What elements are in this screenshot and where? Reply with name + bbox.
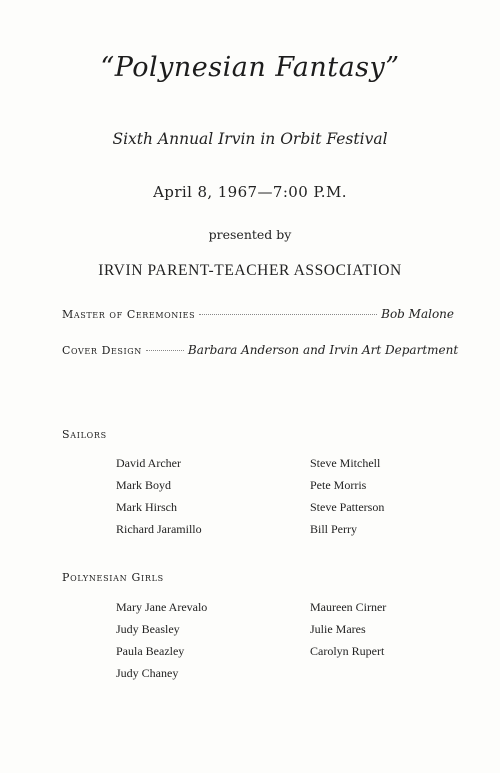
cast-name: Maureen Cirner (310, 600, 387, 614)
program-title: “Polynesian Fantasy” (100, 52, 400, 83)
cast-name: Carolyn Rupert (310, 644, 385, 658)
polynesian-girls-left-column (116, 596, 207, 684)
sailors-right-column (310, 452, 384, 540)
cast-name: Paula Beazley (116, 644, 185, 658)
credit-role: Cover Design (62, 344, 142, 357)
cast-name: David Archer (116, 456, 181, 470)
section-heading-sailors: Sailors (62, 428, 107, 441)
cast-name: Steve Patterson (310, 500, 385, 514)
leader-dots (146, 349, 184, 351)
cast-name: Judy Beasley (116, 622, 180, 636)
section-heading-polynesian-girls: Polynesian Girls (62, 571, 164, 584)
cast-name: Mary Jane Arevalo (116, 600, 208, 614)
festival-subtitle: Sixth Annual Irvin in Orbit Festival (112, 130, 388, 148)
cast-name: Mark Boyd (116, 478, 171, 492)
cast-name: Pete Morris (310, 478, 367, 492)
credit-name: Bob Malone (381, 307, 454, 321)
cast-name: Bill Perry (310, 522, 357, 536)
organization-name: IRVIN PARENT-TEACHER ASSOCIATION (98, 262, 402, 279)
cast-name: Julie Mares (310, 622, 366, 636)
sailors-left-column (116, 452, 202, 540)
presented-by-label: presented by (208, 227, 292, 242)
cast-name: Steve Mitchell (310, 456, 381, 470)
credit-cover-design (62, 343, 459, 361)
leader-dots (199, 313, 377, 315)
credit-master-of-ceremonies (62, 307, 454, 325)
event-date: April 8, 1967—7:00 P.M. (153, 183, 347, 201)
polynesian-girls-right-column (310, 596, 386, 662)
cast-name: Richard Jaramillo (116, 522, 202, 536)
credit-name: Barbara Anderson and Irvin Art Department (187, 343, 459, 357)
cast-name: Mark Hirsch (116, 500, 177, 514)
cast-name: Judy Chaney (116, 666, 179, 680)
credit-role: Master of Ceremonies (62, 308, 196, 321)
